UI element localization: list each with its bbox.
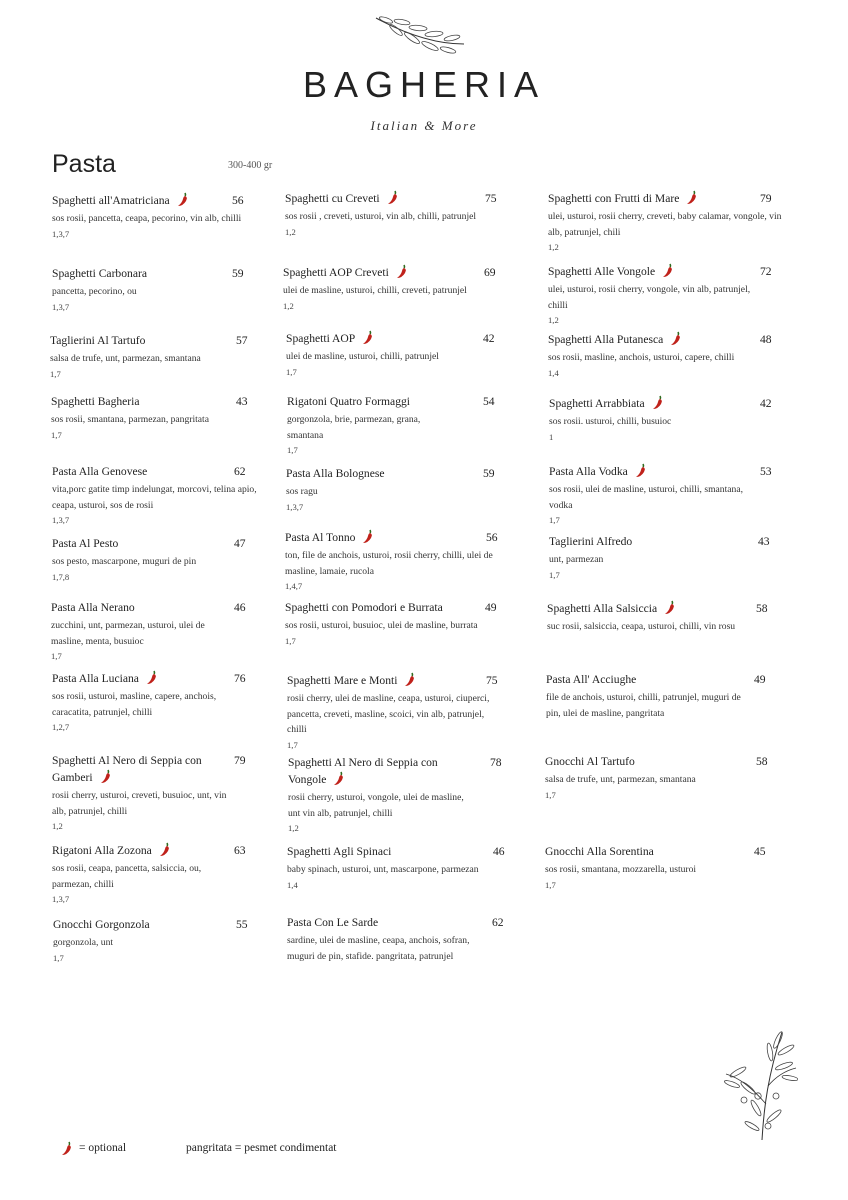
dish-name-text: Spaghetti Carbonara xyxy=(52,267,147,280)
dish-price: 56 xyxy=(232,194,244,207)
dish-name xyxy=(548,331,718,348)
dish-allergens: 1,7 xyxy=(545,879,556,890)
dish-allergens: 1,2 xyxy=(548,242,559,252)
chili-pepper-icon xyxy=(386,189,400,205)
dish-name-text: Spaghetti AOP xyxy=(286,332,356,345)
menu-item xyxy=(52,535,246,584)
dish-description: unt, parmezan xyxy=(549,554,604,565)
dish-name-text: Spaghetti Arrabbiata xyxy=(549,397,645,410)
menu-item xyxy=(52,265,242,314)
dish-price: 78 xyxy=(490,756,502,769)
dish-description: gorgonzola, brie, parmezan, grana, smantana xyxy=(287,414,421,441)
dish-name-text: Spaghetti Mare e Monti xyxy=(287,674,398,687)
menu-item xyxy=(50,332,248,381)
dish-price: 75 xyxy=(485,192,497,205)
menu-item xyxy=(52,752,246,833)
dish-price: 75 xyxy=(486,674,498,687)
dish-name-text: Rigatoni Quatro Formaggi xyxy=(287,395,411,408)
menu-item xyxy=(52,842,246,906)
dish-description: sos rosii, usturoi, busuioc, ulei de masline, burrata xyxy=(285,620,478,631)
dish-description: ulei de masline, usturoi, chilli, creveti, patrunjel xyxy=(283,285,467,296)
dish-price: 45 xyxy=(754,845,766,858)
dish-allergens: 1,7,8 xyxy=(52,571,70,582)
menu-item xyxy=(549,395,772,444)
dish-name-text: Taglierini Alfredo xyxy=(549,535,633,548)
dish-allergens: 1,2 xyxy=(288,823,299,833)
dish-name xyxy=(545,843,715,860)
dish-name xyxy=(51,393,201,410)
dish-allergens: 1,2 xyxy=(283,300,294,311)
dish-price: 69 xyxy=(484,266,496,279)
chili-pepper-icon xyxy=(395,263,409,279)
dish-name-text: Spaghetti Alle Vongole xyxy=(548,265,656,278)
dish-name xyxy=(549,395,719,412)
dish-allergens: 1,2,7 xyxy=(52,722,70,732)
dish-description: ton, file de anchois, usturoi, rosii cherry, chilli, ulei de masline, lamaie, rucola xyxy=(285,550,493,577)
chili-pepper-icon xyxy=(669,330,683,346)
dish-description: rosii cherry, usturoi, vongole, ulei de masline, unt vin alb, patrunjel, chilli xyxy=(288,792,464,819)
dish-name-text: Pasta Alla Bolognese xyxy=(286,467,385,480)
dish-name xyxy=(546,671,716,688)
olive-branch-icon xyxy=(722,1026,798,1142)
menu-item xyxy=(51,599,246,663)
dish-description: ulei de masline, usturoi, chilli, patrunjel xyxy=(286,351,439,362)
dish-price: 59 xyxy=(483,467,495,480)
dish-name-text: Gnocchi Al Tartufo xyxy=(545,755,635,768)
dish-name-text: Spaghetti Agli Spinaci xyxy=(287,845,392,858)
dish-price: 42 xyxy=(483,332,495,345)
dish-allergens: 1,3,7 xyxy=(286,501,304,512)
menu-item xyxy=(287,393,495,457)
dish-price: 47 xyxy=(234,537,246,550)
dish-name-text: Spaghetti AOP Creveti xyxy=(283,266,389,279)
dish-price: 54 xyxy=(483,395,495,408)
dish-price: 57 xyxy=(236,334,248,347)
chili-pepper-icon xyxy=(651,394,665,410)
dish-name xyxy=(286,465,446,482)
dish-allergens: 1 xyxy=(549,431,554,442)
dish-name xyxy=(53,916,203,933)
menu-item xyxy=(286,330,495,379)
dish-price: 55 xyxy=(236,918,248,931)
menu-item xyxy=(546,671,766,721)
dish-description: baby spinach, usturoi, unt, mascarpone, parmezan xyxy=(287,864,479,875)
chili-pepper-icon xyxy=(361,528,375,544)
dish-description: sos rosii, usturoi, masline, capere, anchois, caracatita, patrunjel, chilli xyxy=(52,691,217,718)
dish-description: ulei, usturoi, rosii cherry, vongole, vin alb, patrunjel, chilli xyxy=(548,284,751,311)
chili-pepper-icon xyxy=(158,841,172,857)
dish-price: 59 xyxy=(232,267,244,280)
dish-name xyxy=(52,670,202,687)
dish-name-text: Spaghetti Alla Putanesca xyxy=(548,333,664,346)
menu-item xyxy=(285,190,497,239)
dish-name xyxy=(51,599,201,616)
dish-name xyxy=(287,914,447,931)
dish-name xyxy=(283,264,443,281)
dish-name-text: Pasta All' Acciughe xyxy=(546,673,637,686)
chili-pepper-icon xyxy=(145,669,159,685)
menu-item xyxy=(285,599,497,648)
chili-pepper-icon xyxy=(60,1140,74,1156)
dish-description: suc rosii, salsiccia, ceapa, usturoi, chilli, vin rosu xyxy=(547,621,736,632)
dish-allergens: 1,7 xyxy=(545,789,556,800)
menu-item xyxy=(547,600,768,635)
dish-name-text: Rigatoni Alla Zozona xyxy=(52,844,152,857)
dish-allergens: 1,3,7 xyxy=(52,301,70,312)
dish-description: sos rosii, ceapa, pancetta, salsiccia, ou, parmezan, chilli xyxy=(52,863,202,890)
dish-description: sos rosii, pancetta, ceapa, pecorino, vin alb, chilli xyxy=(52,213,242,224)
menu-item xyxy=(548,263,772,327)
tagline: Italian & More xyxy=(370,118,478,133)
dish-description: sos rosii, ulei de masline, usturoi, chilli, smantana, vodka xyxy=(549,484,743,511)
dish-allergens: 1,2 xyxy=(548,315,559,325)
dish-name xyxy=(288,754,468,788)
dish-name-text: Spaghetti cu Creveti xyxy=(285,192,380,205)
dish-description: salsa de trufe, unt, parmezan, smantana xyxy=(50,353,201,364)
dish-description: gorgonzola, unt xyxy=(53,937,114,948)
dish-name xyxy=(548,190,718,207)
dish-description: sos pesto, mascarpone, muguri de pin xyxy=(52,556,197,567)
dish-allergens: 1,3,7 xyxy=(52,894,70,904)
dish-name-text: Spaghetti all'Amatriciana xyxy=(52,194,170,207)
menu-item xyxy=(53,916,248,965)
dish-name-text: Spaghetti Bagheria xyxy=(51,395,140,408)
dish-name-text: Spaghetti con Pomodori e Burrata xyxy=(285,601,443,614)
menu-item xyxy=(52,192,242,241)
dish-description: pancetta, pecorino, ou xyxy=(52,286,137,297)
dish-name-text: Pasta Al Pesto xyxy=(52,537,119,550)
olive-branch-icon xyxy=(372,14,468,56)
dish-allergens: 1,7 xyxy=(549,515,560,525)
dish-description: sos rosii, smantana, parmezan, pangritata xyxy=(51,414,209,425)
menu-item xyxy=(548,331,783,380)
dish-allergens: 1,2 xyxy=(285,226,296,237)
menu-item xyxy=(549,463,772,527)
dish-allergens: 1,7 xyxy=(50,368,61,379)
chili-pepper-icon xyxy=(634,462,648,478)
dish-name xyxy=(285,190,445,207)
chili-pepper-icon xyxy=(176,191,190,207)
menu-item xyxy=(548,190,783,254)
dish-name-text: Pasta Con Le Sarde xyxy=(287,916,379,929)
dish-name-text: Taglierini Al Tartufo xyxy=(50,334,146,347)
dish-name-text: Gnocchi Alla Sorentina xyxy=(545,845,654,858)
dish-allergens: 1,3,7 xyxy=(52,515,70,525)
dish-description: rosii cherry, usturoi, creveti, busuioc, unt, vin alb, patrunjel, chilli xyxy=(52,790,227,817)
dish-name xyxy=(52,265,202,282)
dish-description: sos rosii , creveti, usturoi, vin alb, chilli, patrunjel xyxy=(285,211,477,222)
pangritata-note: pangritata = pesmet condimentat xyxy=(186,1142,337,1154)
dish-name xyxy=(549,533,719,550)
dish-description: sos rosii. usturoi, chilli, busuioc xyxy=(549,416,672,427)
dish-name xyxy=(52,752,227,786)
dish-name-text: Pasta Alla Genovese xyxy=(52,465,148,478)
menu-item xyxy=(549,533,770,582)
menu-item xyxy=(52,670,246,734)
menu-item xyxy=(287,843,505,892)
dish-description: zucchini, unt, parmezan, usturoi, ulei de masline, menta, busuioc xyxy=(51,620,205,647)
menu-item xyxy=(286,465,495,514)
dish-price: 43 xyxy=(236,395,248,408)
dish-name xyxy=(285,529,455,546)
dish-allergens: 1,7 xyxy=(287,445,298,455)
dish-description: sardine, ulei de masline, ceapa, anchois, sofran, muguri de pin, stafide. pangritata, patrunjel xyxy=(287,935,470,962)
dish-description: rosii cherry, ulei de masline, ceapa, usturoi, ciuperci, pancetta, creveti, masline, scoici, vin alb, patrunjel, chilli xyxy=(287,693,490,735)
dish-name-text: Spaghetti Al Nero di Seppia con Gamberi xyxy=(52,754,202,784)
dish-name-text: Pasta Al Tonno xyxy=(285,531,356,544)
menu-item xyxy=(287,672,502,752)
dish-price: 58 xyxy=(756,602,768,615)
dish-name xyxy=(287,393,452,410)
dish-allergens: 1,7 xyxy=(51,429,62,440)
dish-name xyxy=(545,753,715,770)
dish-price: 49 xyxy=(485,601,497,614)
dish-name xyxy=(548,263,718,280)
dish-name-text: Spaghetti con Frutti di Mare xyxy=(548,192,680,205)
dish-name xyxy=(52,535,202,552)
dish-name xyxy=(287,672,437,689)
menu-item xyxy=(545,843,766,892)
dish-allergens: 1,4,7 xyxy=(285,581,303,591)
dish-description: ulei, usturoi, rosii cherry, creveti, baby calamar, vongole, vin alb, patrunjel, chili xyxy=(548,211,782,238)
dish-name-text: Pasta Alla Nerano xyxy=(51,601,135,614)
dish-name xyxy=(287,843,447,860)
section-portion: 300-400 gr xyxy=(228,160,273,171)
dish-allergens: 1,7 xyxy=(287,739,298,750)
dish-name-text: Spaghetti Alla Salsiccia xyxy=(547,602,658,615)
dish-name xyxy=(52,842,202,859)
dish-description: vita,porc gatite timp indelungat, morcovi, telina apio, ceapa, usturoi, sos de rosii xyxy=(52,484,257,511)
menu-item xyxy=(285,529,498,593)
dish-allergens: 1,7 xyxy=(286,366,297,377)
dish-name-text: Pasta Alla Vodka xyxy=(549,465,628,478)
dish-description: salsa de trufe, unt, parmezan, smantana xyxy=(545,774,696,785)
dish-price: 53 xyxy=(760,465,772,478)
dish-description: sos rosii, smantana, mozzarella, usturoi xyxy=(545,864,697,875)
dish-allergens: 1,7 xyxy=(549,569,560,580)
dish-name-text: Gnocchi Gorgonzola xyxy=(53,918,150,931)
dish-price: 62 xyxy=(234,465,246,478)
menu-item xyxy=(52,463,257,527)
dish-name xyxy=(52,463,202,480)
dish-name xyxy=(52,192,202,209)
dish-price: 63 xyxy=(234,844,246,857)
dish-price: 49 xyxy=(754,673,766,686)
chili-pepper-icon xyxy=(361,329,375,345)
menu-item xyxy=(288,754,502,835)
restaurant-name: BAGHERIA xyxy=(302,64,546,105)
chili-pepper-icon xyxy=(403,671,417,687)
dish-price: 58 xyxy=(756,755,768,768)
menu-item xyxy=(287,914,504,964)
dish-name xyxy=(285,599,490,616)
menu-item xyxy=(545,753,768,802)
dish-price: 62 xyxy=(492,916,504,929)
dish-name-text: Spaghetti Al Nero di Seppia con Vongole xyxy=(288,756,438,786)
chili-pepper-icon xyxy=(663,599,677,615)
dish-name xyxy=(549,463,719,480)
menu-item xyxy=(51,393,251,442)
dish-price: 79 xyxy=(234,754,246,767)
section-title: Pasta xyxy=(52,150,116,178)
dish-description: sos ragu xyxy=(286,486,318,497)
dish-allergens: 1,7 xyxy=(53,952,64,963)
chili-pepper-icon xyxy=(685,189,699,205)
dish-description: file de anchois, usturoi, chilli, patrunjel, muguri de pin, ulei de masline, pangritata xyxy=(546,692,741,719)
dish-price: 43 xyxy=(758,535,770,548)
dish-allergens: 1,2 xyxy=(52,821,63,831)
dish-price: 72 xyxy=(760,265,772,278)
dish-price: 48 xyxy=(760,333,772,346)
menu-item xyxy=(283,264,518,313)
dish-allergens: 1,7 xyxy=(51,651,62,661)
chili-pepper-icon xyxy=(332,770,346,786)
dish-name-text: Pasta Alla Luciana xyxy=(52,672,139,685)
chili-pepper-icon xyxy=(661,262,675,278)
dish-description: sos rosii, masline, anchois, usturoi, capere, chilli xyxy=(548,352,735,363)
dish-allergens: 1,4 xyxy=(287,879,298,890)
dish-price: 46 xyxy=(234,601,246,614)
dish-price: 42 xyxy=(760,397,772,410)
dish-price: 79 xyxy=(760,192,772,205)
dish-price: 76 xyxy=(234,672,246,685)
dish-name xyxy=(547,600,717,617)
chili-pepper-icon xyxy=(99,768,113,784)
dish-name xyxy=(50,332,200,349)
chili-legend: = optional xyxy=(79,1142,127,1154)
dish-price: 46 xyxy=(493,845,505,858)
dish-allergens: 1,3,7 xyxy=(52,228,70,239)
dish-allergens: 1,7 xyxy=(285,635,296,646)
dish-price: 56 xyxy=(486,531,498,544)
dish-allergens: 1,4 xyxy=(548,367,559,378)
dish-name xyxy=(286,330,446,347)
